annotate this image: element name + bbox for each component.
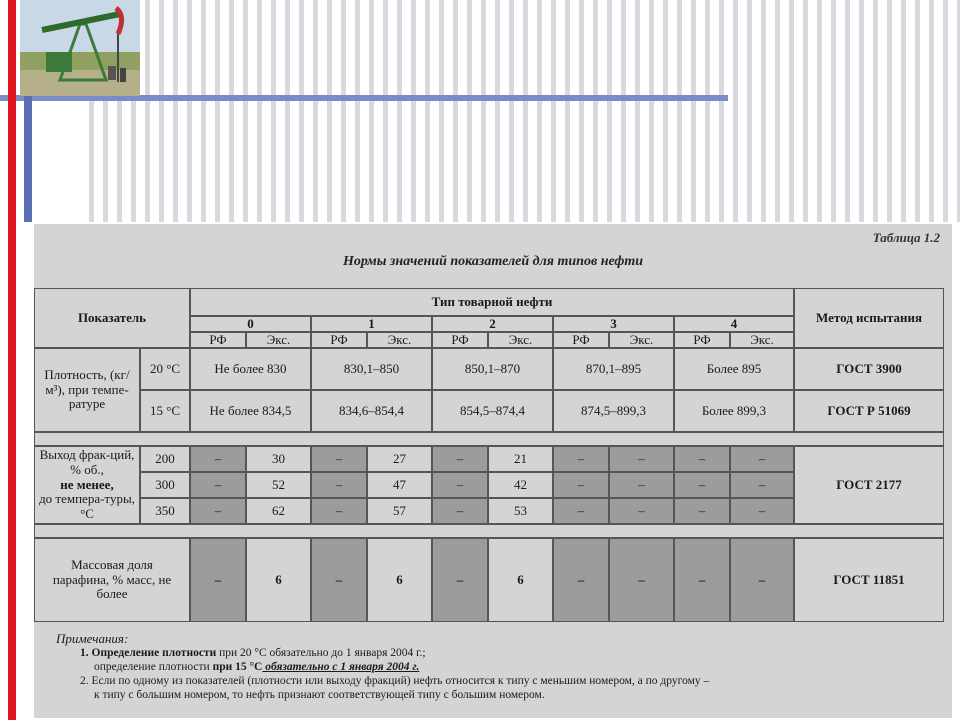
fraction-cell: – [609, 446, 674, 472]
table-caption: Нормы значений показателей для типов нефти [342, 254, 644, 269]
fractions-label [34, 446, 140, 524]
subheader-exp: Экс. [367, 332, 432, 348]
type-0-header: 0 [190, 316, 311, 332]
subheader-rf: РФ [553, 332, 609, 348]
subheader-rf: РФ [674, 332, 730, 348]
oil-pumpjack-image [20, 0, 140, 96]
oil-pump-photo [20, 0, 140, 96]
type-1-header: 1 [311, 316, 432, 332]
header-oil-type: Тип товарной нефти [190, 288, 794, 316]
fraction-cell: – [553, 446, 609, 472]
spacer-row [34, 432, 944, 446]
fraction-cell: 53 [488, 498, 553, 524]
fraction-cell: – [311, 498, 367, 524]
fractions-label-part1: Выход фрак-ций, % об., [39, 446, 135, 477]
density20-type2: 850,1–870 [432, 348, 553, 390]
fraction-cell: – [674, 498, 730, 524]
fraction-cell: 47 [367, 472, 432, 498]
fraction-cell: – [730, 446, 794, 472]
paraffin-cell: – [674, 538, 730, 622]
density20-type1: 830,1–850 [311, 348, 432, 390]
fraction-cell: – [311, 472, 367, 498]
paraffin-cell: – [730, 538, 794, 622]
density15-type4: Более 899,3 [674, 390, 794, 432]
fraction-cell: 52 [246, 472, 311, 498]
type-4-header: 4 [674, 316, 794, 332]
header-method: Метод испытания [794, 288, 944, 348]
paraffin-cell: 6 [488, 538, 553, 622]
density20-type4: Более 895 [674, 348, 794, 390]
fraction-cell: – [190, 498, 246, 524]
fraction-cell: – [674, 446, 730, 472]
paraffin-cell: – [432, 538, 488, 622]
density-label: Плотность, (кг/м³), при темпе-ратуре [34, 348, 140, 432]
subheader-rf: РФ [432, 332, 488, 348]
note-1b-italic: обязательно с 1 января 2004 г. [262, 661, 420, 673]
fraction-cell: – [730, 498, 794, 524]
type-2-header: 2 [432, 316, 553, 332]
paraffin-cell: – [553, 538, 609, 622]
density20-type3: 870,1–895 [553, 348, 674, 390]
density15-type0: Не более 834,5 [190, 390, 311, 432]
temp-350: 350 [140, 498, 190, 524]
subheader-exp: Экс. [488, 332, 553, 348]
fraction-cell: – [432, 472, 488, 498]
subheader-exp: Экс. [246, 332, 311, 348]
fraction-cell: – [432, 446, 488, 472]
fraction-cell: – [730, 472, 794, 498]
notes-block [56, 632, 936, 702]
density15-type3: 874,5–899,3 [553, 390, 674, 432]
header-indicator: Показатель [34, 288, 190, 348]
fraction-cell: 27 [367, 446, 432, 472]
paraffin-cell: – [190, 538, 246, 622]
type-3-header: 3 [553, 316, 674, 332]
fraction-cell: – [190, 446, 246, 472]
temp-300: 300 [140, 472, 190, 498]
temp-200: 200 [140, 446, 190, 472]
paraffin-method: ГОСТ 11851 [794, 538, 944, 622]
note-1-bold: 1. Определение плотности [80, 647, 217, 659]
fraction-cell: – [609, 472, 674, 498]
fraction-cell: 30 [246, 446, 311, 472]
temp-20: 20 °С [140, 348, 190, 390]
red-accent-bar [8, 0, 16, 720]
spacer-row [34, 524, 944, 538]
subheader-exp: Экс. [609, 332, 674, 348]
vertical-accent-bar [24, 96, 32, 222]
temp-15: 15 °С [140, 390, 190, 432]
paraffin-cell: – [609, 538, 674, 622]
note-2a: 2. Если по одному из показателей (плотности или выходу фракций) нефть относится к типу с меньшим номером, а по другому – [80, 675, 710, 687]
note-1b [56, 660, 936, 674]
fractions-method: ГОСТ 2177 [794, 446, 944, 524]
density20-method: ГОСТ 3900 [794, 348, 944, 390]
fraction-cell: 57 [367, 498, 432, 524]
fraction-cell: – [553, 472, 609, 498]
density15-type1: 834,6–854,4 [311, 390, 432, 432]
paraffin-cell: – [311, 538, 367, 622]
notes-title: Примечания: [56, 631, 129, 646]
subheader-rf: РФ [190, 332, 246, 348]
fraction-cell: – [553, 498, 609, 524]
note-2b: к типу с большим номером, то нефть признают соответствующей типу с большим номером. [94, 689, 545, 701]
density20-type0: Не более 830 [190, 348, 311, 390]
paraffin-cell: 6 [367, 538, 432, 622]
fraction-cell: – [432, 498, 488, 524]
table-number: Таблица 1.2 [872, 230, 940, 245]
note-1-rest: при 20 °С обязательно до 1 января 2004 г.; [216, 647, 426, 659]
subheader-rf: РФ [311, 332, 367, 348]
fraction-cell: 42 [488, 472, 553, 498]
paraffin-label: Массовая доля парафина, % масс, не более [34, 538, 190, 622]
note-1b-bold: при 15 °С [212, 661, 263, 673]
scanned-table-page [34, 224, 952, 718]
fraction-cell: – [190, 472, 246, 498]
note-1 [56, 646, 936, 660]
subheader-exp: Экс. [730, 332, 794, 348]
striped-background [80, 0, 960, 222]
note-1b-start: определение плотности [94, 661, 213, 673]
fractions-label-part2: до темпера-туры, °С [39, 491, 135, 522]
paraffin-cell: 6 [246, 538, 311, 622]
fraction-cell: 62 [246, 498, 311, 524]
fraction-cell: – [311, 446, 367, 472]
density15-method: ГОСТ Р 51069 [794, 390, 944, 432]
fraction-cell: 21 [488, 446, 553, 472]
density15-type2: 854,5–874,4 [432, 390, 553, 432]
fractions-label-bold: не менее, [60, 476, 114, 492]
fraction-cell: – [674, 472, 730, 498]
fraction-cell: – [609, 498, 674, 524]
